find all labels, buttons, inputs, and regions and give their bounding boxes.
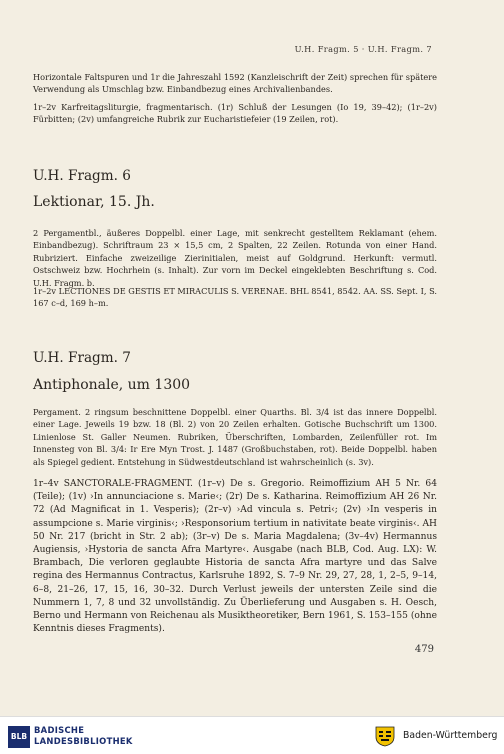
fragm6-description: 2 Pergamentbl., äußeres Doppelbl. einer Lage, mit senkrecht gestelltem Reklamant (ehem. Einbandbezug). Schriftraum 23 × 15,5 cm, 2 Spalten, 22 Zeilen. Rotunda von einer Hand. Rubriziert. Einfache zweizeilige Zierinitialen, meist auf Goldgrund. Herkunft: vermutl. Ostschweiz bzw. Hochrhein (s. Inhalt). Zur vorn im Deckel eingeklebten Beschriftung s. Cod. U.H. Fragm. b. [33,228,437,288]
page-number: 479 [414,644,434,655]
footer-bar [0,716,504,754]
fragm6-content: 1r–2v LECTIONES DE GESTIS ET MIRACULIS S. VERENAE. BHL 8541, 8542. AA. SS. Sept. I, S. 167 c–d, 169 h–m. [33,286,437,309]
blb-wordmark[interactable] [34,725,133,747]
fragm6-title: U.H. Fragm. 6 [33,168,131,184]
running-head: U.H. Fragm. 5 · U.H. Fragm. 7 [294,44,432,54]
fragm7-subtitle: Antiphonale, um 1300 [33,377,191,393]
bw-wordmark[interactable]: Baden-Württemberg [403,730,498,741]
fragm7-title: U.H. Fragm. 7 [33,350,131,366]
fragm7-description: Pergament. 2 ringsum beschnittene Doppelbl. einer Quarths. Bl. 3/4 ist das innere Doppelbl. einer Lage. Jeweils 19 bzw. 18 (Bl. 2) von 20 Zeilen erhalten. Gotische Buchschrift um 1300. Linienlose St. Galler Neumen. Rubriken, Überschriften, Lombarden, Zeilenfüller rot. Im Innensteg von Bl. 3/4: Ir Ere Myn Trost. J. 1487 (Großbuchstaben, rot). Beide Doppelbl. haben als Spiegel gedient. Entstehung in Südwestdeutschland ist wahrscheinlich (s. 3v). [33,407,437,467]
fragm6-subtitle: Lektionar, 15. Jh. [33,194,155,210]
blb-line-2: LANDESBIBLIOTHEK [34,736,133,746]
fragm6-section [33,168,437,184]
coat-of-arms-icon [373,725,397,747]
blb-line-1: BADISCHE [34,725,85,735]
fragm5-content [33,101,437,126]
fragm5-paragraph-2: 1r–2v Karfreitagsliturgie, fragmentarisch. (1r) Schluß der Lesungen (Io 19, 39–42); (1r–2v) Fürbitten; (2v) umfangreiche Rubrik zur Eucharistiefeier (19 Zeilen, rot). [33,102,437,125]
fragm5-paragraph-1: Horizontale Faltspuren und 1r die Jahreszahl 1592 (Kanzleischrift der Zeit) sprechen für spätere Verwendung als Umschlag bzw. Einbandbezug eines Archivalienbandes. [33,72,437,95]
blb-logo-icon[interactable]: BLB [8,726,30,748]
fragm7-section [33,350,437,366]
fragm7-content: 1r–4v SANCTORALE-FRAGMENT. (1r–v) De s. Gregorio. Reimoffizium AH 5 Nr. 64 (Teile); (1v) ›In annunciacione s. Marie‹; (2r) De s. Katharina. Reimoffizium AH 26 Nr. 72 (Ad Magnificat in 1. Vesperis); (2r–v) ›Ad vincula s. Petri‹; (2v) ›In vesperis in assumpcione s. Marie virginis‹; ›Responsorium tertium in nativitate beate virginis‹. AH 50 Nr. 217 (bricht in Str. 2 ab); (3r–v) De s. Maria Magdalena; (3v–4v) Hermannus Augiensis, ›Hystoria de sancta Afra Martyre‹. Ausgabe (nach BLB, Cod. Aug. LX): W. Brambach, Die verloren geglaubte Historia de sancta Afra martyre und das Salve regina des Hermannus Contractus, Karlsruhe 1892, S. 7–9 Nr. 29, 27, 28, 1, 2–5, 9–14, 6–8, 21–26, 17, 15, 16, 30–32. Durch Verlust jeweils der untersten Zeile sind die Nummern 1, 7, 8 und 32 unvollständig. Zu Überlieferung und Ausgaben s. H. Oesch, Berno und Hermann von Reichenau als Musiktheoretiker, Bern 1961, S. 153–155 (ohne Kenntnis dieses Fragments). [33,479,437,635]
fragm5-continuation [33,71,437,96]
